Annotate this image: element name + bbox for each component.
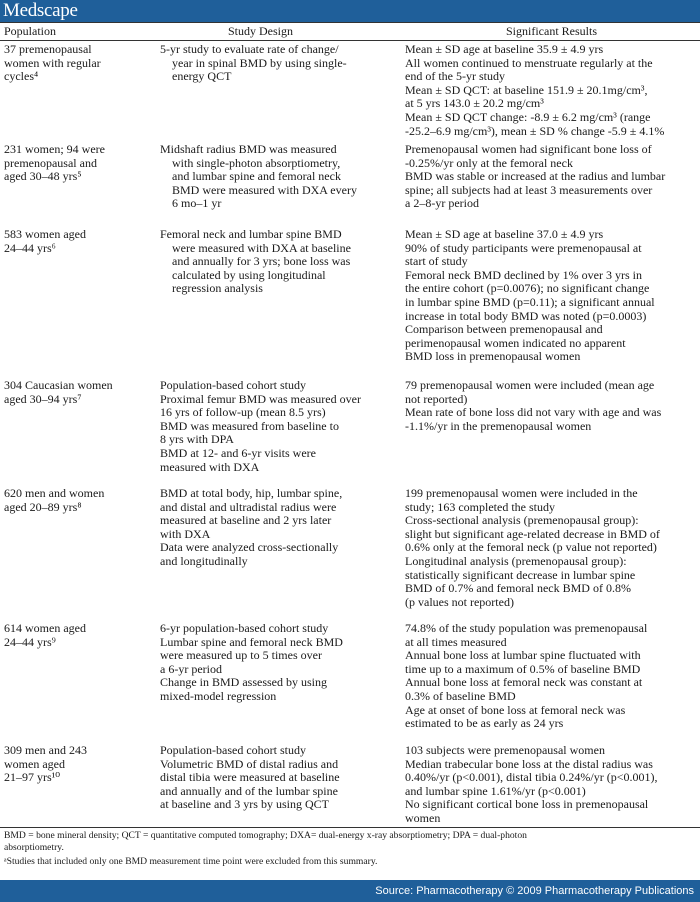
results-cell-line: All women continued to menstruate regularly at the: [405, 55, 653, 70]
results-cell-line: 0.40%/yr (p<0.001), distal tibia 0.24%/yr (p<0.001),: [405, 770, 658, 785]
study-design-cell-line: mixed-model regression: [160, 688, 277, 703]
study-design-cell-line: year in spinal BMD by using single-: [172, 55, 347, 70]
study-design-cell-item: [160, 393, 396, 420]
study-design-cell-line: and distal and ultradistal radius were: [160, 499, 337, 514]
population-cell-line: women with regular: [4, 55, 101, 70]
study-design-cell-line: BMD was measured from baseline to: [160, 418, 339, 433]
results-cell-item: [405, 57, 697, 84]
results-cell-line: 79 premenopausal women were included (mean age: [405, 378, 655, 392]
study-design-cell: [160, 228, 396, 296]
study-design-cell-line: BMD were measured with DXA every: [172, 182, 357, 197]
population-cell-line: 620 men and women: [4, 486, 105, 500]
source-credit: Source: Pharmacotherapy © 2009 Pharmacotherapy Publications: [375, 885, 694, 897]
population-cell: [4, 487, 154, 514]
population-cell-line: 21–97 yrs¹⁰: [4, 770, 61, 785]
results-cell-line: and lumbar spine 1.61%/yr (p<0.001): [405, 783, 586, 798]
results-cell-line: perimenopausal women indicated no apparent: [405, 335, 626, 350]
results-cell-line: 0.3% of baseline BMD: [405, 688, 516, 703]
study-design-cell-line: Volumetric BMD of distal radius and: [160, 756, 339, 771]
column-header-population: Population: [4, 24, 57, 38]
population-cell-line: 309 men and 243: [4, 743, 87, 757]
results-cell-line: women: [405, 810, 441, 825]
results-cell-line: Premenopausal women had significant bone loss of: [405, 142, 652, 156]
population-cell: [4, 744, 154, 785]
exclusion-footnote: ᵃStudies that included only one BMD measurement time point were excluded from this summary.: [4, 856, 378, 867]
results-cell-line: at all times measured: [405, 634, 507, 649]
abbreviations-line-1: BMD = bone mineral density; QCT = quantitative computed tomography; DXA= dual-energy x-ray absorptiometry; DPA = dual-photon: [4, 830, 527, 841]
results-cell-line: 199 premenopausal women were included in the: [405, 486, 638, 500]
results-cell-line: -0.25%/yr only at the femoral neck: [405, 155, 573, 170]
population-cell-line: aged 30–48 yrs⁵: [4, 169, 82, 184]
study-design-cell-line: Population-based cohort study: [160, 743, 306, 757]
population-cell-line: aged 30–94 yrs⁷: [4, 391, 82, 406]
results-cell-line: 0.6% only at the femoral neck (p value not reported): [405, 540, 657, 555]
results-cell-line: study; 163 completed the study: [405, 499, 555, 514]
results-cell-line: Mean ± SD QCT: at baseline 151.9 ± 20.1mg/cm³,: [405, 82, 648, 97]
results-cell-line: Comparison between premenopausal and: [405, 322, 603, 337]
population-cell-line: 304 Caucasian women: [4, 378, 113, 392]
results-cell-line: Longitudinal analysis (premenopausal group):: [405, 553, 627, 568]
results-cell-line: BMD of 0.7% and femoral neck BMD of 0.8%: [405, 581, 631, 596]
results-cell-item: [405, 43, 697, 57]
study-design-cell-line: BMD at 12- and 6-yr visits were: [160, 445, 316, 460]
results-cell-item: [405, 111, 697, 138]
study-design-cell-line: distal tibia were measured at baseline: [160, 770, 340, 785]
study-design-cell-line: measured at baseline and 2 yrs later: [160, 513, 332, 528]
results-cell-item: [405, 228, 697, 242]
study-design-cell-item: [160, 636, 396, 677]
study-design-cell-item: [160, 487, 396, 541]
header-bar: [0, 0, 700, 22]
results-cell-line: Annual bone loss at lumbar spine fluctuated with: [405, 648, 641, 663]
study-design-cell-line: Femoral neck and lumbar spine BMD: [160, 227, 342, 241]
results-cell-line: spine; all subjects had at least 3 measurements over: [405, 182, 653, 197]
study-design-cell-line: at baseline and 3 yrs by using QCT: [160, 797, 329, 812]
study-design-cell-item: [160, 379, 396, 393]
results-cell-item: [405, 622, 697, 649]
results-cell-line: estimated to be as early as 24 yrs: [405, 716, 564, 731]
population-cell-line: premenopausal and: [4, 155, 97, 170]
results-cell-line: -1.1%/yr in the premenopausal women: [405, 418, 592, 433]
results-cell: [405, 622, 697, 731]
results-cell-item: [405, 84, 697, 111]
results-cell-item: [405, 323, 697, 364]
population-cell: [4, 379, 154, 406]
study-design-cell: [160, 622, 396, 704]
population-cell: [4, 43, 154, 84]
results-cell-line: Mean ± SD age at baseline 35.9 ± 4.9 yrs: [405, 42, 604, 56]
study-design-cell-line: and longitudinally: [160, 553, 248, 568]
results-cell-line: a 2–8-yr period: [405, 196, 479, 211]
results-cell-line: not reported): [405, 391, 468, 406]
medscape-logo[interactable]: Medscape: [3, 0, 78, 21]
study-design-cell-item: [160, 420, 396, 447]
results-cell-line: statistically significant decrease in lumbar spine: [405, 567, 636, 582]
results-cell-item: [405, 242, 697, 269]
results-cell-line: Age at onset of bone loss at femoral neck was: [405, 702, 626, 717]
study-design-cell-item: [160, 744, 396, 758]
results-cell-line: Cross-sectional analysis (premenopausal group):: [405, 513, 639, 528]
results-cell-item: [405, 676, 697, 703]
results-cell: [405, 487, 697, 609]
results-cell-line: time up to a maximum of 0.5% of baseline BMD: [405, 661, 641, 676]
study-design-cell-line: and annually for 3 yrs; bone loss was: [172, 254, 351, 269]
results-cell-item: [405, 758, 697, 799]
results-cell-line: increase in total body BMD was noted (p=0.0003): [405, 308, 647, 323]
study-design-cell-line: Population-based cohort study: [160, 378, 306, 392]
table-header: [0, 22, 700, 41]
results-cell-line: BMD loss in premenopausal women: [405, 349, 581, 364]
results-cell-line: 90% of study participants were premenopausal at: [405, 240, 642, 255]
population-cell-line: women aged: [4, 756, 65, 771]
table-bottom-rule: [0, 827, 700, 828]
results-cell-item: [405, 704, 697, 731]
results-cell-item: [405, 487, 697, 514]
study-design-cell-item: [160, 541, 396, 568]
study-design-cell-line: 5-yr study to evaluate rate of change/: [160, 42, 339, 56]
study-design-cell-item: [160, 622, 396, 636]
population-cell-line: cycles⁴: [4, 69, 39, 84]
study-design-cell-line: with DXA: [160, 526, 211, 541]
results-cell-line: end of the 5-yr study: [405, 69, 505, 84]
results-cell-item: [405, 269, 697, 323]
results-cell: [405, 143, 697, 211]
results-cell-item: [405, 379, 697, 406]
study-design-cell-line: calculated by using longitudinal: [172, 267, 326, 282]
study-design-cell-line: Data were analyzed cross-sectionally: [160, 540, 339, 555]
population-cell-line: 583 women aged: [4, 227, 86, 241]
results-cell-item: [405, 143, 697, 170]
study-design-cell: [160, 487, 396, 569]
abbreviations-footnote: [4, 830, 698, 853]
results-cell-line: -25.2–6.9 mg/cm³), mean ± SD % change -5.9 ± 4.1%: [405, 123, 665, 138]
results-cell-item: [405, 798, 697, 825]
study-design-cell-line: and lumbar spine and femoral neck: [172, 169, 341, 184]
results-cell-item: [405, 170, 697, 211]
study-design-cell-line: 16 yrs of follow-up (mean 8.5 yrs): [160, 405, 326, 420]
results-cell-line: start of study: [405, 254, 468, 269]
study-design-cell-line: measured with DXA: [160, 459, 260, 474]
results-cell-line: Median trabecular bone loss at the distal radius was: [405, 756, 653, 771]
population-cell: [4, 228, 154, 255]
results-cell-line: 103 subjects were premenopausal women: [405, 743, 605, 757]
results-cell-line: Mean ± SD QCT change: -8.9 ± 6.2 mg/cm³ (range: [405, 109, 651, 124]
results-cell-line: slight but significant age-related decrease in BMD of: [405, 526, 660, 541]
results-cell-line: the entire cohort (p=0.0076); no significant change: [405, 281, 650, 296]
study-design-cell-line: 6-yr population-based cohort study: [160, 621, 329, 635]
results-cell-line: Femoral neck BMD declined by 1% over 3 yrs in: [405, 267, 642, 282]
study-design-cell: [160, 379, 396, 474]
study-design-cell-line: Midshaft radius BMD was measured: [160, 142, 337, 156]
results-cell-line: BMD was stable or increased at the radius and lumbar: [405, 169, 666, 184]
results-cell-item: [405, 555, 697, 609]
study-design-cell-line: BMD at total body, hip, lumbar spine,: [160, 486, 343, 500]
study-design-cell-line: 8 yrs with DPA: [160, 432, 234, 447]
results-cell-line: Mean rate of bone loss did not vary with age and was: [405, 405, 662, 420]
results-cell: [405, 228, 697, 364]
study-design-cell-item: [160, 447, 396, 474]
results-cell-line: Mean ± SD age at baseline 37.0 ± 4.9 yrs: [405, 227, 604, 241]
study-design-cell-item: [160, 676, 396, 703]
study-design-cell-line: were measured with DXA at baseline: [172, 240, 351, 255]
study-design-cell-line: and annually and of the lumbar spine: [160, 783, 338, 798]
study-design-cell-item: [160, 758, 396, 812]
results-cell-line: (p values not reported): [405, 594, 514, 609]
results-cell-line: No significant cortical bone loss in premenopausal: [405, 797, 649, 812]
study-design-cell-line: energy QCT: [172, 69, 232, 84]
footer-bar: [0, 880, 700, 902]
results-cell: [405, 379, 697, 433]
results-cell-item: [405, 649, 697, 676]
population-cell-line: aged 20–89 yrs⁸: [4, 499, 82, 514]
study-design-cell: [160, 744, 396, 812]
results-cell-item: [405, 514, 697, 555]
column-header-significant-results: Significant Results: [506, 24, 597, 38]
results-cell-item: [405, 744, 697, 758]
population-cell-line: 231 women; 94 were: [4, 142, 105, 156]
population-cell-line: 614 women aged: [4, 621, 86, 635]
results-cell-line: Annual bone loss at femoral neck was constant at: [405, 675, 643, 690]
study-design-cell: [160, 143, 396, 211]
population-cell-line: 24–44 yrs⁶: [4, 240, 56, 255]
abbreviations-line-2: absorptiometry.: [4, 841, 64, 853]
study-design-cell-line: Lumbar spine and femoral neck BMD: [160, 634, 343, 649]
study-design-cell-line: were measured up to 5 times over: [160, 648, 322, 663]
results-cell-line: 74.8% of the study population was premenopausal: [405, 621, 648, 635]
population-cell: [4, 143, 154, 184]
study-design-cell: [160, 43, 396, 84]
results-cell-line: in lumbar spine BMD (p=0.11); a significant annual: [405, 294, 655, 309]
population-cell-line: 37 premenopausal: [4, 42, 92, 56]
study-design-cell-line: with single-photon absorptiometry,: [172, 155, 341, 170]
results-cell-item: [405, 406, 697, 433]
results-cell: [405, 744, 697, 826]
results-cell-line: at 5 yrs 143.0 ± 20.2 mg/cm³: [405, 96, 544, 111]
study-design-cell-line: Proximal femur BMD was measured over: [160, 391, 361, 406]
study-design-cell-line: a 6-yr period: [160, 661, 222, 676]
study-design-cell-line: regression analysis: [172, 281, 263, 296]
population-cell: [4, 622, 154, 649]
study-design-cell-line: 6 mo–1 yr: [172, 196, 222, 211]
results-cell: [405, 43, 697, 138]
study-design-cell-line: Change in BMD assessed by using: [160, 675, 327, 690]
column-header-study-design: Study Design: [228, 24, 294, 38]
population-cell-line: 24–44 yrs⁹: [4, 634, 56, 649]
